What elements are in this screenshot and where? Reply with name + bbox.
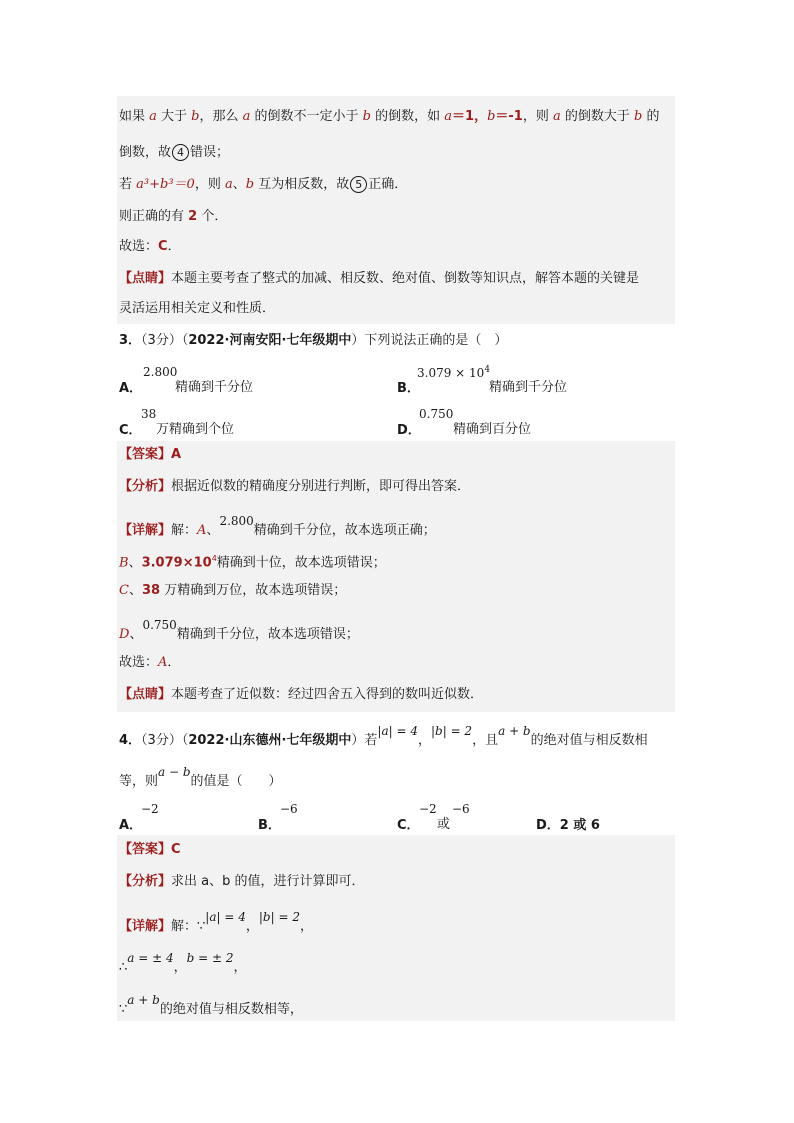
comment-line: 【点睛】本题主要考查了整式的加减、相反数、绝对值、倒数等知识点，解答本题的关键是 <box>119 271 640 286</box>
comment-line-2: 灵活运用相关定义和性质． <box>119 301 276 316</box>
question-4-stem: 4．（3分）（2022·山东德州·七年级期中）若|a| = 4，|b| = 2，且a + b的绝对值与相反数相 <box>119 724 648 748</box>
statement-5-conclusion: 若 a³+b³＝0，则 a、b 互为相反数，故 5 正确． <box>119 177 408 192</box>
q4-detail-3: ∵a + b的绝对值与相反数相等， <box>119 993 303 1017</box>
q3-detail-d: D、0.750精确到千分位，故本选项错误； <box>119 618 359 642</box>
q3-choose: 故选：A． <box>119 655 181 670</box>
q3-comment: 【点睛】本题考查了近似数：经过四舍五入得到的数叫近似数． <box>119 687 484 702</box>
correct-count-line: 则正确的有 2 个． <box>119 209 228 224</box>
q4-option-d[interactable]: D．2 或 6 <box>536 818 600 833</box>
circled-number: 5 <box>350 176 367 193</box>
circled-number: 4 <box>172 144 189 161</box>
question-3-stem: 3．（3分）（2022·河南安阳·七年级期中）下列说法正确的是（ ） <box>119 333 508 348</box>
reciprocal-explanation-line: 如果 a 大于 b，那么 a 的倒数不一定小于 b 的倒数，如 a＝1，b＝-1，则 a 的倒数大于 b 的 <box>119 109 660 124</box>
q4-analysis: 【分析】求出 a、b 的值，进行计算即可． <box>119 874 365 889</box>
q3-analysis: 【分析】根据近似数的精确度分别进行判断，即可得出答案． <box>119 479 471 494</box>
q4-detail-1: 【详解】解：∵|a| = 4，|b| = 2， <box>119 910 313 934</box>
choose-line: 故选：C． <box>119 239 181 254</box>
q4-detail-2: ∴a = ± 4，b = ± 2， <box>119 951 247 975</box>
q4-answer: 【答案】C <box>119 842 181 857</box>
q3-answer: 【答案】A <box>119 447 182 462</box>
q3-detail-a: 【详解】解：A、2.800精确到千分位，故本选项正确； <box>119 514 436 538</box>
question-4-stem-2: 等，则a − b的值是（ ） <box>119 765 282 789</box>
statement-4-conclusion: 倒数，故 4 错误； <box>119 145 230 160</box>
q3-detail-c: C、38 万精确到万位，故本选项错误； <box>119 583 347 598</box>
q3-detail-b: B、$3.079\times 10^4$精确到十位，故本选项错误； <box>119 554 386 571</box>
